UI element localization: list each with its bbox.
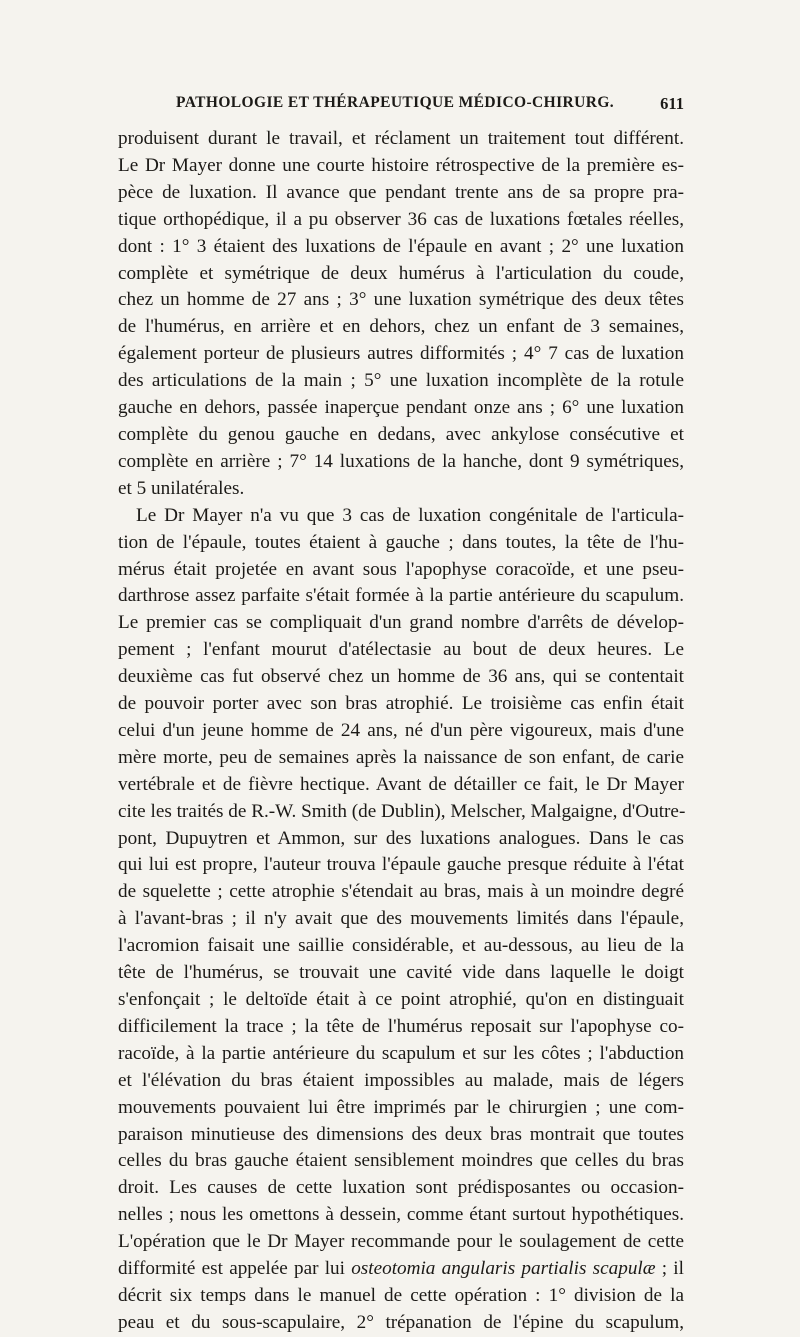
text-line: vertébrale et de fièvre hectique. Avant de détailler ce fait, le Dr Mayer [118, 773, 684, 795]
page-number: 611 [660, 94, 684, 113]
text-line: difficilement la trace ; la tête de l'humérus reposait sur l'apophyse co- [118, 1015, 684, 1037]
text-line-italic-term [118, 1256, 684, 1283]
body-text [118, 126, 684, 1337]
text-line: nelles ; nous les omettons à dessein, comme étant surtout hypothétiques. [118, 1204, 684, 1226]
text-line: Le premier cas se compliquait d'un grand nombre d'arrêts de dévelop- [118, 612, 684, 634]
text-line: également porteur de plusieurs autres difformités ; 4° 7 cas de luxation [118, 343, 684, 365]
text-line: pement ; l'enfant mourut d'atélectasie au bout de deux heures. Le [118, 639, 684, 661]
text-line: tête de l'humérus, se trouvait une cavité vide dans laquelle le doigt [118, 962, 684, 984]
text-line: racoïde, à la partie antérieure du scapulum et sur les côtes ; l'abduction [118, 1042, 684, 1064]
text-line: mouvements pouvaient lui être imprimés par le chirurgien ; une com- [118, 1096, 684, 1118]
text-line: darthrose assez parfaite s'était formée à la partie antérieure du scapulum. [118, 585, 684, 607]
running-title: PATHOLOGIE ET THÉRAPEUTIQUE MÉDICO-CHIRURG. [176, 94, 615, 111]
text-line: de squelette ; cette atrophie s'étendait au bras, mais à un moindre degré [118, 881, 684, 903]
text-segment: difformité est appelée par lui [118, 1258, 345, 1280]
text-segment: ; il [655, 1258, 684, 1280]
text-line: l'acromion faisait une saillie considérable, et au-dessous, au lieu de la [118, 935, 684, 957]
text-line: Le Dr Mayer n'a vu que 3 cas de luxation congénitale de l'articula- [136, 504, 684, 526]
text-line: dont : 1° 3 étaient des luxations de l'épaule en avant ; 2° une luxation [118, 235, 684, 257]
text-line: peau et du sous-scapulaire, 2° trépanation de l'épine du scapulum, [118, 1311, 684, 1333]
paragraph-2 [118, 503, 684, 1337]
text-line: mérus était projetée en avant sous l'apophyse coracoïde, et une pseu- [118, 558, 684, 580]
text-line: à l'avant-bras ; il n'y avait que des mouvements limités dans l'épaule, [118, 908, 684, 930]
text-line: L'opération que le Dr Mayer recommande pour le soulagement de cette [118, 1231, 684, 1253]
text-line: des articulations de la main ; 5° une luxation incomplète de la rotule [118, 370, 684, 392]
text-line: mère morte, peu de semaines après la naissance de son enfant, de carie [118, 746, 684, 768]
text-line: celui d'un jeune homme de 24 ans, né d'un père vigoureux, mais d'une [118, 719, 684, 741]
text-line: gauche en dehors, passée inaperçue pendant onze ans ; 6° une luxation [118, 397, 684, 419]
text-line: qui lui est propre, l'auteur trouva l'épaule gauche presque réduite à l'état [118, 854, 684, 876]
text-line: complète et symétrique de deux humérus à l'articulation du coude, [118, 262, 684, 284]
text-line: paraison minutieuse des dimensions des deux bras montrait que toutes [118, 1123, 684, 1145]
text-line: complète en arrière ; 7° 14 luxations de la hanche, dont 9 symétriques, [118, 450, 684, 472]
text-line: pont, Dupuytren et Ammon, sur des luxations analogues. Dans le cas [118, 827, 684, 849]
latin-term: osteotomia angularis partialis scapulæ [351, 1258, 656, 1280]
text-line: cite les traités de R.-W. Smith (de Dublin), Melscher, Malgaigne, d'Outre- [118, 800, 686, 822]
text-line: et l'élévation du bras étaient impossibles au malade, mais de légers [118, 1069, 684, 1091]
text-line: deuxième cas fut observé chez un homme de 36 ans, qui se contentait [118, 666, 684, 688]
text-line: tique orthopédique, il a pu observer 36 cas de luxations fœtales réelles, [118, 208, 684, 230]
text-line: chez un homme de 27 ans ; 3° une luxation symétrique des deux têtes [118, 289, 684, 311]
text-line: celles du bras gauche étaient sensiblement moindres que celles du bras [118, 1150, 684, 1172]
text-line: de pouvoir porter avec son bras atrophié. Le troisième cas enfin était [118, 693, 684, 715]
text-line: pèce de luxation. Il avance que pendant trente ans de sa propre pra- [118, 181, 684, 203]
page-header [118, 78, 684, 118]
text-line: droit. Les causes de cette luxation sont prédisposantes ou occasion- [118, 1177, 684, 1199]
text-line: tion de l'épaule, toutes étaient à gauche ; dans toutes, la tête de l'hu- [118, 531, 684, 553]
text-line: s'enfonçait ; le deltoïde était à ce point atrophié, qu'on en distinguait [118, 989, 684, 1010]
text-line: et 5 unilatérales. [118, 477, 245, 499]
text-line: complète du genou gauche en dedans, avec ankylose consécutive et [118, 423, 684, 445]
text-line: produisent durant le travail, et réclament un traitement tout différent. [118, 128, 684, 149]
text-line: Le Dr Mayer donne une courte histoire rétrospective de la première es- [118, 154, 684, 176]
text-line: décrit six temps dans le manuel de cette opération : 1° division de la [118, 1284, 684, 1306]
paragraph-1 [118, 126, 684, 503]
text-line: de l'humérus, en arrière et en dehors, chez un enfant de 3 semaines, [118, 316, 684, 338]
